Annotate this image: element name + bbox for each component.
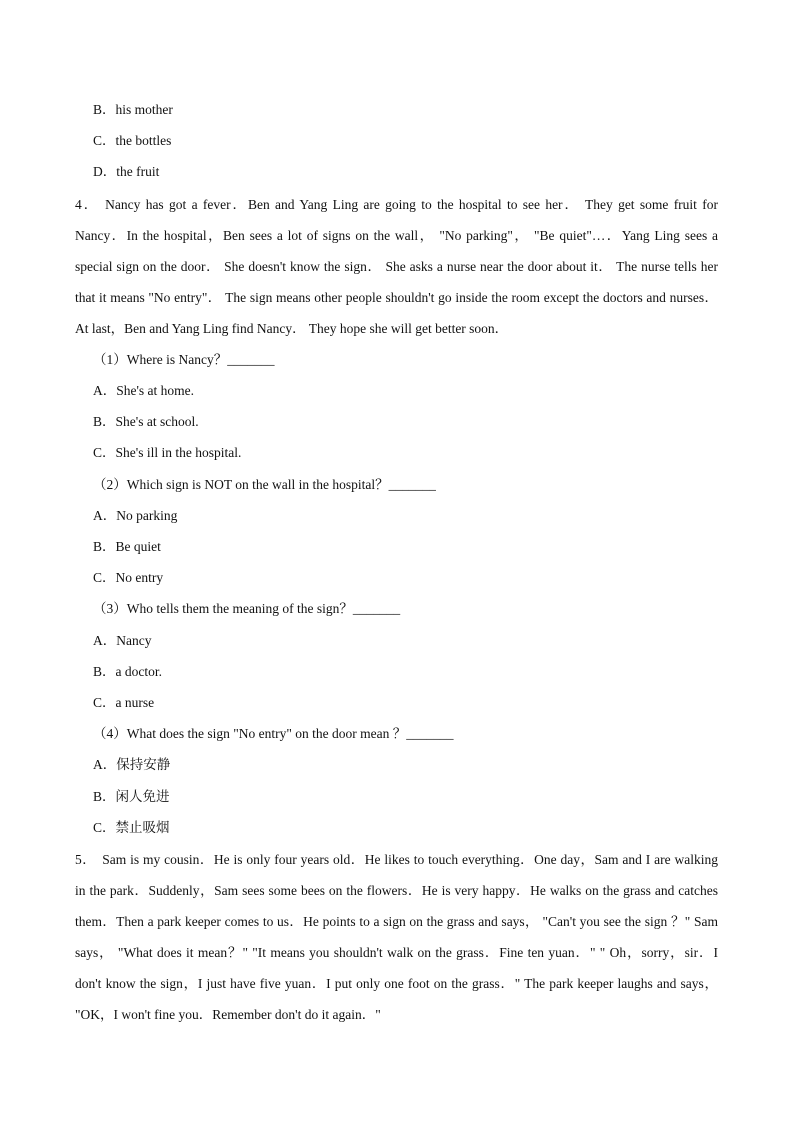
option-text: 闲人免进	[115, 789, 170, 805]
option-letter: B．	[93, 539, 116, 554]
option-letter: A．	[93, 757, 117, 772]
option-text: She's at home.	[116, 383, 195, 398]
option-text: No parking	[116, 508, 178, 523]
option-text: the bottles	[115, 133, 172, 148]
option-text: 禁止吸烟	[115, 820, 170, 836]
q5-passage	[75, 844, 718, 1031]
q5-passage-text: Sam is my cousin．He is only four years old．He likes to touch everything．One day，Sam and I are walking in the park．Suddenly，Sam sees some bees on the flowers．He is very happy．He walks on the grass and catches them．Then a park keeper comes to us．He points to a sign on the grass and says， "Can't you see the sign ？" Sam says， "What does it mean？" "It means you shouldn't walk on the grass．Fine ten yuan．" " Oh，sorry，sir．I don't know the sign，I just have five yuan．I put only one foot on the grass．" The park keeper laughs and says， "OK，I won't fine you．Remember don't do it again．"	[75, 852, 718, 1023]
q4-question-2: （2）Which sign is NOT on the wall in the hospital？_______	[93, 477, 436, 492]
q3-option-c	[93, 133, 171, 149]
option-letter: B．	[93, 102, 116, 117]
option-letter: B．	[93, 414, 116, 429]
q4-2-option-b	[93, 539, 161, 555]
q4-1-option-c	[93, 445, 241, 461]
option-letter: C．	[93, 445, 116, 460]
q4-question-1: （1）Where is Nancy？_______	[93, 352, 275, 367]
q4-4-option-b	[93, 789, 170, 805]
q4-passage	[75, 189, 718, 344]
q4-3-option-c	[93, 695, 154, 711]
option-letter: C．	[93, 695, 116, 710]
option-text: Be quiet	[115, 539, 161, 554]
option-text: No entry	[115, 570, 164, 585]
q4-passage-text: Nancy has got a fever．Ben and Yang Ling are going to the hospital to see her． They get some fruit for Nancy．In the hospital，Ben sees a lot of signs on the wall， "No parking"， "Be quiet"…．Yang Ling sees a special sign on the door． She doesn't know the sign． She asks a nurse near the door about it． The nurse tells her that it means "No entry"． The sign means other people shouldn't go inside the room except the doctors and nurses．At last，Ben and Yang Ling find Nancy． They hope she will get better soon．	[75, 197, 718, 337]
q4-4-option-c	[93, 820, 170, 836]
q3-option-b	[93, 102, 173, 118]
q4-2-option-c	[93, 570, 163, 586]
option-text: She's ill in the hospital.	[115, 445, 242, 460]
q4-1-option-b	[93, 414, 199, 430]
q4-question-4: （4）What does the sign "No entry" on the door mean ？_______	[93, 726, 454, 741]
q4-4-option-a	[93, 757, 170, 773]
q4-number: 4．	[75, 197, 100, 212]
q4-3-option-a	[93, 633, 151, 649]
option-letter: A．	[93, 508, 117, 523]
option-letter: B．	[93, 789, 116, 804]
q4-question-3: （3）Who tells them the meaning of the sign？_______	[93, 601, 401, 616]
q5-number: 5．	[75, 852, 97, 867]
option-text: 保持安静	[116, 757, 171, 773]
option-text: the fruit	[116, 164, 160, 179]
option-text: Nancy	[116, 633, 152, 648]
option-text: a nurse	[115, 695, 155, 710]
q3-option-d	[93, 164, 159, 180]
option-letter: A．	[93, 633, 117, 648]
option-letter: A．	[93, 383, 117, 398]
q4-2-option-a	[93, 508, 177, 524]
option-letter: C．	[93, 820, 116, 835]
option-letter: B．	[93, 664, 116, 679]
option-letter: D．	[93, 164, 117, 179]
q4-1-option-a	[93, 383, 194, 399]
option-text: She's at school.	[115, 414, 199, 429]
option-text: his mother	[115, 102, 173, 117]
option-letter: C．	[93, 133, 116, 148]
option-letter: C．	[93, 570, 116, 585]
option-text: a doctor.	[115, 664, 163, 679]
q4-3-option-b	[93, 664, 162, 680]
